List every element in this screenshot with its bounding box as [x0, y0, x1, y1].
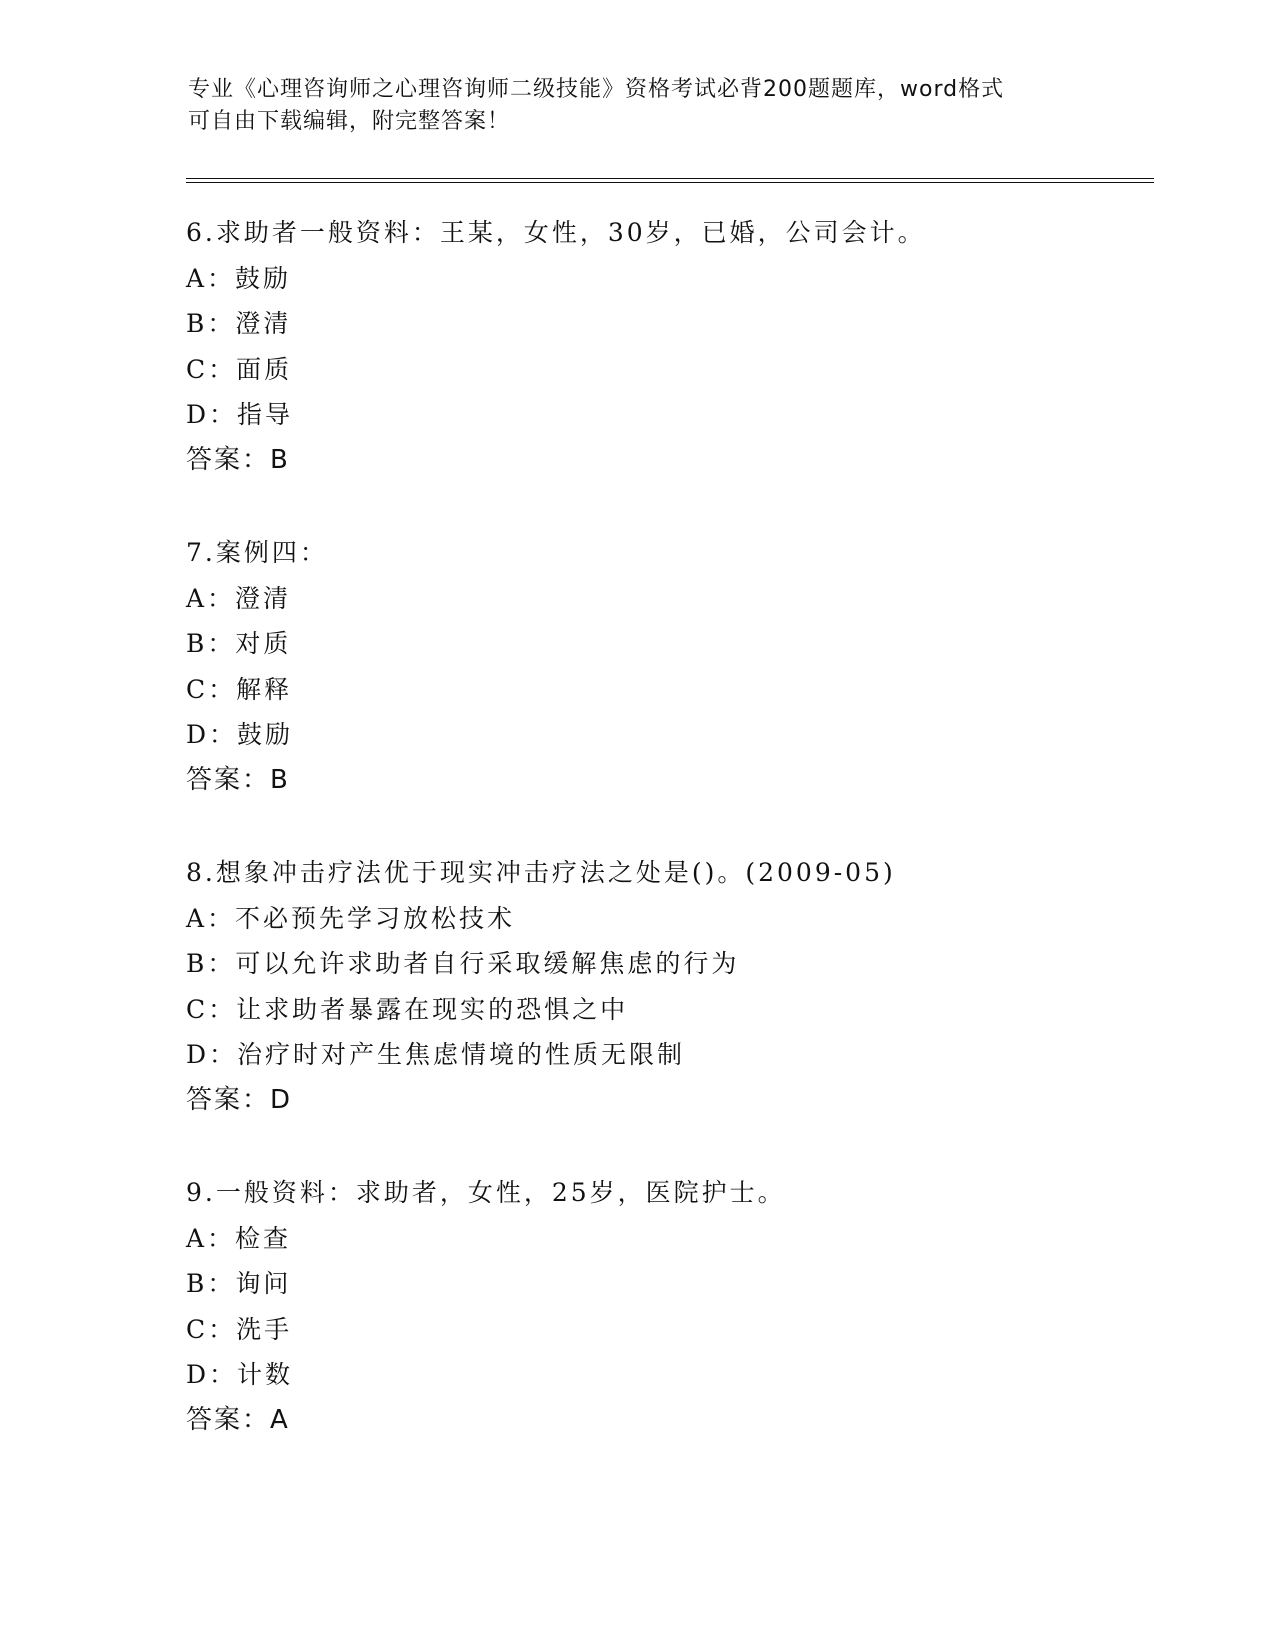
- option-d: D：计数: [186, 1360, 294, 1389]
- option-a: A：检查: [186, 1223, 292, 1253]
- question-stem: 8.想象冲击疗法优于现实冲击疗法之处是()。(2009-05): [186, 858, 896, 887]
- option-a: A：澄清: [186, 583, 292, 613]
- option-c: C：洗手: [186, 1314, 293, 1344]
- answer-line: 答案：B: [186, 764, 290, 795]
- option-a: A：鼓励: [186, 263, 292, 293]
- option-c: C：解释: [186, 674, 293, 704]
- question-stem: 7.案例四：: [186, 538, 328, 567]
- question-stem: 6.求助者一般资料：王某，女性，30岁，已婚，公司会计。: [186, 218, 926, 247]
- option-b: B：澄清: [186, 309, 292, 338]
- header-line-2: 可自由下载编辑，附完整答案！: [188, 109, 511, 134]
- option-b: B：询问: [186, 1269, 292, 1298]
- option-d: D：治疗时对产生焦虑情境的性质无限制: [186, 1040, 686, 1069]
- question-stem: 9.一般资料：求助者，女性，25岁，医院护士。: [186, 1178, 786, 1207]
- header-divider-top: [186, 178, 1154, 179]
- option-c: C：让求助者暴露在现实的恐惧之中: [186, 994, 629, 1024]
- option-c: C：面质: [186, 354, 293, 384]
- question-list: [186, 210, 1146, 1490]
- question-7: [186, 530, 1146, 803]
- answer-line: 答案：A: [186, 1404, 290, 1435]
- option-d: D：鼓励: [186, 720, 294, 749]
- question-8: [186, 850, 1146, 1123]
- answer-line: 答案：D: [186, 1084, 293, 1115]
- question-9: [186, 1170, 1146, 1443]
- option-d: D：指导: [186, 400, 294, 429]
- document-header: [188, 74, 1088, 138]
- question-6: [186, 210, 1146, 483]
- option-b: B：可以允许求助者自行采取缓解焦虑的行为: [186, 949, 740, 978]
- option-b: B：对质: [186, 629, 292, 658]
- header-line-1: 专业《心理咨询师之心理咨询师二级技能》资格考试必背200题题库，word格式: [188, 77, 1005, 102]
- header-divider-bottom: [186, 182, 1154, 183]
- option-a: A：不必预先学习放松技术: [186, 903, 516, 933]
- answer-line: 答案：B: [186, 444, 290, 475]
